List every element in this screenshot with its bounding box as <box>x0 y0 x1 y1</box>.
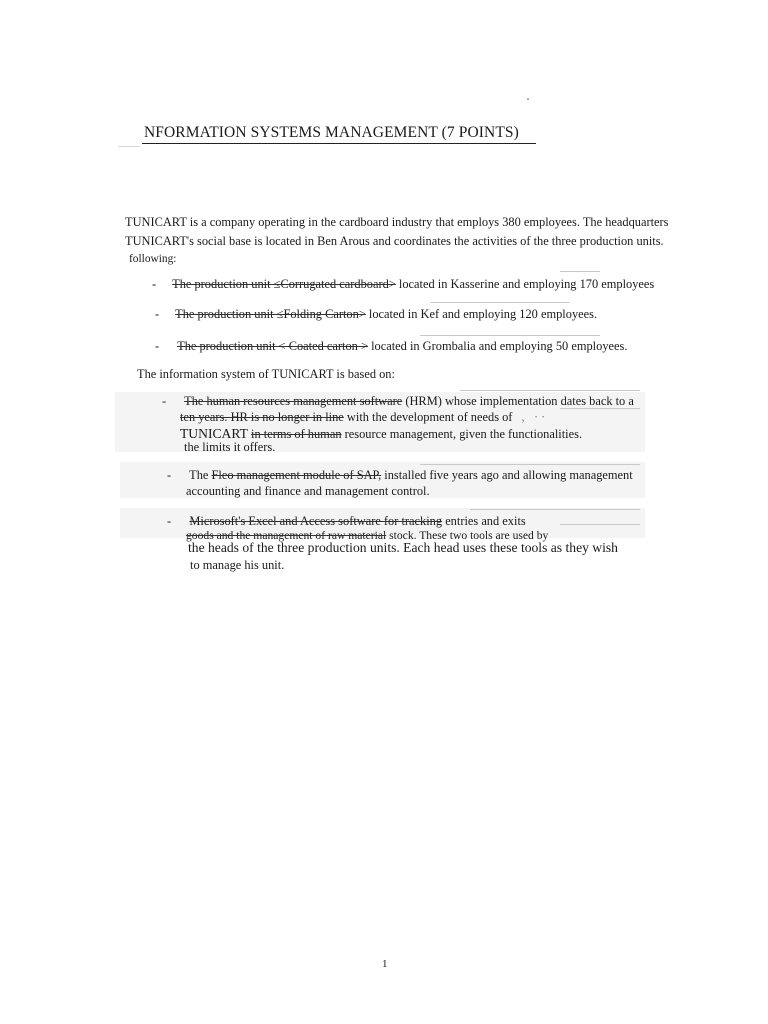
system-dash: - <box>167 468 172 482</box>
system-item-3-line-4: to manage his unit. <box>190 558 285 572</box>
system-item-1-line-2: ten years. HR is no longer in line with the development of needs of , · · <box>180 410 546 424</box>
title-underline <box>142 143 536 144</box>
scan-ghost-line <box>420 464 640 465</box>
system-name: Microsoft's Excel and Access software for tracking <box>189 514 443 528</box>
system-item-1-line-4: the limits it offers. <box>184 440 276 454</box>
system-strike-text: ten years. HR is no longer in line <box>180 410 344 424</box>
is-intro: The information system of TUNICART is based on: <box>137 367 395 381</box>
unit-dash: - <box>155 307 160 321</box>
unit-item-1 <box>152 276 654 293</box>
system-text: stock. These two tools are used by <box>389 529 549 542</box>
scan-ghost-line <box>470 509 640 510</box>
scan-ghost-line <box>430 302 570 303</box>
unit-detail: located in Grombalia and employing 50 employees. <box>371 339 628 353</box>
scan-ghost-line <box>560 524 640 525</box>
unit-name: The production unit < Coated carton > <box>177 339 368 353</box>
unit-dash: - <box>152 277 157 291</box>
system-dash: - <box>162 394 167 408</box>
system-strike-text: in terms of human <box>251 427 342 441</box>
scan-speck <box>527 98 529 100</box>
system-dash: - <box>167 514 172 528</box>
unit-item-2 <box>155 306 597 323</box>
document-title: NFORMATION SYSTEMS MANAGEMENT (7 POINTS) <box>144 124 519 141</box>
system-item-2-line-2: accounting and finance and management control. <box>186 484 430 498</box>
scan-ghost-line <box>460 390 640 391</box>
system-strike-text: goods and the management of raw material <box>186 529 387 542</box>
unit-item-3 <box>155 338 627 355</box>
unit-dash: - <box>155 339 160 353</box>
system-name: Fleo management module of SAP, <box>211 468 382 482</box>
intro-line-1: TUNICART is a company operating in the cardboard industry that employs 380 employees. The headquarters <box>125 215 669 229</box>
unit-name: The production unit ≤Folding Carton> <box>175 307 366 321</box>
intro-line-3: following: <box>129 253 177 265</box>
system-text: (HRM) whose implementation dates back to a <box>405 394 634 408</box>
system-text: with the development of needs of <box>346 410 513 424</box>
unit-detail: located in Kasserine and employing 170 employees <box>398 277 655 291</box>
unit-name: The production unit ≤Corrugated cardboard> <box>172 277 396 291</box>
intro-line-2: TUNICART's social base is located in Ben Arous and coordinates the activities of the three production units. <box>125 234 664 248</box>
scan-ghost-line <box>420 335 600 336</box>
system-text: resource management, given the functionalities. <box>344 427 583 441</box>
company-name: TUNICART <box>180 426 248 441</box>
system-item-2-line-1 <box>167 467 633 484</box>
system-text: The <box>189 468 209 482</box>
scan-ghost-line <box>560 271 600 272</box>
scan-ghost-line <box>560 408 640 409</box>
system-text: installed five years ago and allowing management <box>384 468 633 482</box>
page-number: 1 <box>382 958 388 970</box>
system-name: The human resources management software <box>184 394 403 408</box>
system-item-3-line-3: the heads of the three production units. Each head uses these tools as they wish <box>188 540 618 555</box>
system-text: entries and exits <box>445 514 526 528</box>
unit-detail: located in Kef and employing 120 employees. <box>368 307 598 321</box>
scan-artifact <box>118 146 140 147</box>
